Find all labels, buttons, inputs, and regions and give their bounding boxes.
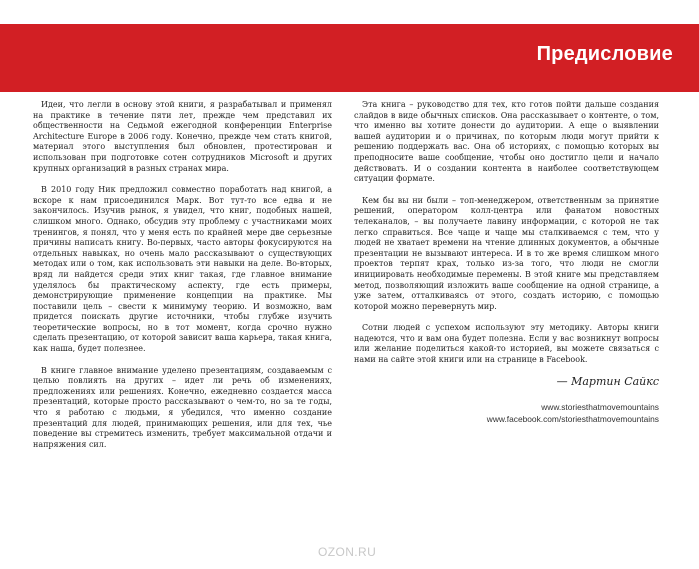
facebook-link[interactable]: www.facebook.com/storiesthatmovemountains bbox=[486, 414, 659, 425]
ozon-watermark: OZON.RU bbox=[318, 545, 377, 559]
left-column bbox=[33, 100, 332, 461]
paragraph: Эта книга – руководство для тех, кто готов пойти дальше создания слайдов в виде обычных списков. Она рассказывает о контенте, о том, что именно вы хотите донести до аудитории. А еще о выявлении вашей аудитории и о причинах, по которым люди могут прийти к решению поддержать вас. Она об историях, с помощью которых вы преподносите ваше сообщение, чтобы оно достигло цели и начало действовать. И о создании контента в наиболее соответствующем ситуации формате. bbox=[354, 100, 659, 184]
paragraph: Идеи, что легли в основу этой книги, я разрабатывал и применял на практике в течение пяти лет, прежде чем представил их общественности на Седьмой ежегодной конференции Enterprise Architecture Europe в 2006 году. Конечно, прежде чем стать книгой, материал этого выступления был обновлен, протестирован и использован при подготовке сотен сотрудников Microsoft и других крупных организаций в разных странах мира. bbox=[33, 100, 332, 173]
paragraph: В 2010 году Ник предложил совместно поработать над книгой, а вскоре к нам присоединился Марк. Вот тут-то все едва и не закончилось. Изучив рынок, я увидел, что книг, подобных нашей, слишком много. Однако, обсудив эту проблему с участниками моих тренингов, я понял, что у меня есть по крайней мере две серьезные причины написать книгу. Во-первых, часто авторы фокусируются на отдельных навыках, но очень мало рассказывают о существующих методах или о том, как использовать эти навыки на деле. Во-вторых, вряд ли найдется среди этих книг такая, где главное внимание уделялось бы практическому аспекту, где есть примеры, демонстрирующие применение концепции на практике. Мы поставили цель – свести к минимуму теорию. И возможно, вам придется поискать другие источники, чтобы глубже изучить теоретические вопросы, но в тот момент, когда срочно нужно сделать презентацию, от которой зависит ваша карьера, такая книга, как наша, будет полезнее. bbox=[33, 185, 332, 354]
website-link[interactable]: www.storiesthatmovemountains bbox=[541, 402, 659, 413]
header-band bbox=[0, 24, 699, 92]
paragraph: Кем бы вы ни были – топ-менеджером, ответственным за принятие решений, оператором колл-центра или фанатом новостных телеканалов, – вы получаете лавину информации, с которой не так легко справиться. Все чаще и чаще мы сталкиваемся с тем, что у людей не хватает времени на чтение длинных документов, а обычные презентации не вызывают интереса. И в то же время слишком много проектов терпят крах, только из-за того, что люди не смогли инициировать необходимые перемены. В этой книге мы представляем метод, позволяющий изложить ваше сообщение на одной странице, а уже затем, отталкиваясь от этого, создать историю, с помощью которой можно перевернуть мир. bbox=[354, 195, 659, 311]
paragraph: В книге главное внимание уделено презентациям, создаваемым с целью повлиять на других – идет ли речь об изменениях, предложениях или решениях. Конечно, ежедневно создается масса презентаций, которые просто рассказывают о чем-то, но за те годы, что я работаю с людьми, я убедился, что именно создание презентаций для людей, принимающих решения, или для тех, чье поведение вы стремитесь изменить, требует максимальной отдачи и напряжения сил. bbox=[33, 365, 332, 449]
links-block bbox=[354, 401, 659, 425]
paragraph: Сотни людей с успехом используют эту методику. Авторы книги надеются, что и вам она будет полезна. Если у вас возникнут вопросы или желание поделиться какой-то историей, вы можете связаться с нами на сайте этой книги или на странице в Facebook. bbox=[354, 323, 659, 365]
page-title: Предисловие bbox=[536, 43, 673, 65]
right-column bbox=[354, 100, 659, 425]
author-signature: — Мартин Сайкс bbox=[556, 374, 659, 388]
